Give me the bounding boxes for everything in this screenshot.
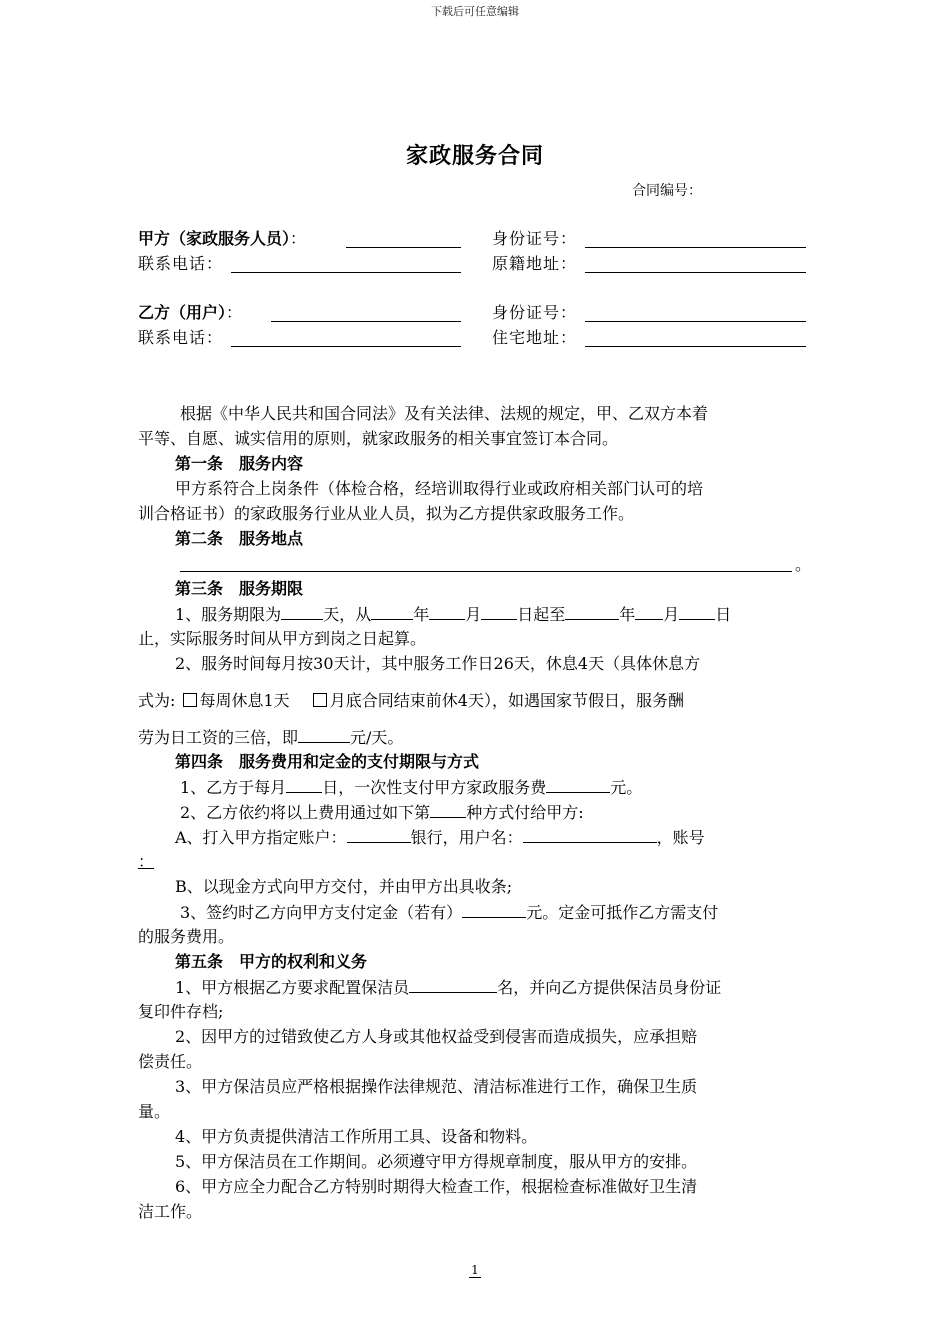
holiday-pay-line: 劳为日工资的三倍，即 元/天。	[138, 728, 404, 747]
bank-name-field[interactable]	[347, 826, 411, 843]
document-title: 家政服务合同	[405, 143, 544, 169]
payment-date-line: 1、乙方于每月 日，一次性支付甲方家政服务费 元。	[180, 778, 643, 797]
party-a-id-field[interactable]	[585, 247, 806, 248]
end-day-field[interactable]	[679, 603, 715, 620]
deposit-amount-field[interactable]	[462, 901, 526, 918]
article-3-heading: 第三条 服务期限	[175, 579, 304, 598]
party-b-label: 乙方（用户）：	[138, 303, 243, 322]
party-b-address-label: 住宅地址：	[492, 328, 578, 347]
start-year-field[interactable]	[371, 603, 413, 620]
article-1-heading: 第一条 服务内容	[175, 454, 304, 473]
article-1-line-1: 甲方系符合上岗条件（体检合格，经培训取得行业或政府相关部门认可的培	[175, 479, 704, 498]
term-days-field[interactable]	[281, 603, 323, 620]
payment-day-field[interactable]	[286, 776, 322, 793]
article-5-item-1-cont: 复印件存档;	[138, 1002, 224, 1021]
cash-payment-line: B、以现金方式向甲方交付，并由甲方出具收条;	[175, 877, 513, 896]
service-location-period: 。	[795, 555, 812, 574]
service-location-field[interactable]	[180, 571, 792, 572]
article-5-item-3-cont: 量。	[138, 1102, 171, 1121]
contract-number-label: 合同编号：	[632, 183, 702, 199]
end-month-field[interactable]	[635, 603, 663, 620]
weekly-rest-checkbox[interactable]	[183, 693, 197, 707]
cleaner-count-line: 1、甲方根据乙方要求配置保洁员 名，并向乙方提供保洁员身份证	[175, 978, 722, 997]
party-b-name-field[interactable]	[271, 321, 461, 322]
deposit-line: 3、签约时乙方向甲方支付定金（若有） 元。定金可抵作乙方需支付	[180, 903, 719, 922]
page-number: 1	[469, 1263, 481, 1278]
party-a-id-label: 身份证号：	[492, 229, 578, 248]
article-5-item-6: 6、甲方应全力配合乙方特别时期得大检查工作，根据检查标准做好卫生清	[175, 1177, 698, 1196]
payment-method-number-field[interactable]	[430, 801, 466, 818]
party-a-phone-label: 联系电话：	[138, 254, 224, 273]
start-day-field[interactable]	[481, 603, 517, 620]
party-b-address-field[interactable]	[585, 346, 806, 347]
article-5-item-3: 3、甲方保洁员应严格根据操作法律规范、清洁标准进行工作，确保卫生质	[175, 1077, 698, 1096]
preamble-line-2: 平等、自愿、诚实信用的原则，就家政服务的相关事宜签订本合同。	[138, 429, 619, 448]
article-5-heading: 第五条 甲方的权利和义务	[175, 952, 368, 971]
article-3-line-2: 止，实际服务时间从甲方到岗之日起算。	[138, 629, 427, 648]
cleaner-count-field[interactable]	[409, 976, 497, 993]
preamble-line-1: 根据《中华人民共和国合同法》及有关法律、法规的规定，甲、乙双方本着	[180, 404, 709, 423]
party-a-label: 甲方（家政服务人员）：	[138, 229, 307, 248]
end-year-field[interactable]	[565, 603, 619, 620]
article-5-item-2: 2、因甲方的过错致使乙方人身或其他权益受到侵害而造成损失，应承担赔	[175, 1027, 698, 1046]
party-b-phone-label: 联系电话：	[138, 328, 224, 347]
article-5-item-5: 5、甲方保洁员在工作期间。必须遵守甲方得规章制度，服从甲方的安排。	[175, 1152, 698, 1171]
article-4-heading: 第四条 服务费用和定金的支付期限与方式	[175, 752, 480, 771]
start-month-field[interactable]	[429, 603, 465, 620]
page-header-note: 下载后可任意编辑	[431, 5, 519, 18]
party-a-name-field[interactable]	[346, 247, 461, 248]
payment-method-line: 2、乙方依约将以上费用通过如下第 种方式付给甲方:	[180, 803, 584, 822]
party-b-id-field[interactable]	[585, 321, 806, 322]
deposit-line-2: 的服务费用。	[138, 927, 235, 946]
article-5-item-4: 4、甲方负责提供清洁工作所用工具、设备和物料。	[175, 1127, 538, 1146]
account-number-field[interactable]: ：	[138, 852, 155, 871]
month-end-rest-checkbox[interactable]	[313, 693, 327, 707]
party-a-origin-label: 原籍地址：	[492, 254, 578, 273]
service-fee-field[interactable]	[546, 776, 610, 793]
party-b-id-label: 身份证号：	[492, 303, 578, 322]
article-3-term-line: 1、服务期限为 天，从 年 月 日起至 年 月 日	[175, 605, 732, 624]
account-holder-field[interactable]	[523, 826, 657, 843]
rest-mode-line: 式为: 每周休息1天 月底合同结束前休4天），如遇国家节假日，服务酬	[138, 691, 684, 710]
article-5-item-2-cont: 偿责任。	[138, 1052, 203, 1071]
article-5-item-6-cont: 洁工作。	[138, 1202, 203, 1221]
bank-account-line: A、打入甲方指定账户： 银行，用户名： ，账号	[175, 828, 705, 847]
article-2-heading: 第二条 服务地点	[175, 529, 304, 548]
holiday-daily-rate-field[interactable]	[298, 726, 350, 743]
article-1-line-2: 训合格证书）的家政服务行业从业人员，拟为乙方提供家政服务工作。	[138, 504, 635, 523]
article-3-line-3: 2、服务时间每月按30天计，其中服务工作日26天，休息4天（具体休息方	[175, 654, 701, 673]
party-a-phone-field[interactable]	[231, 272, 461, 273]
party-b-phone-field[interactable]	[231, 346, 461, 347]
party-a-origin-field[interactable]	[585, 272, 806, 273]
